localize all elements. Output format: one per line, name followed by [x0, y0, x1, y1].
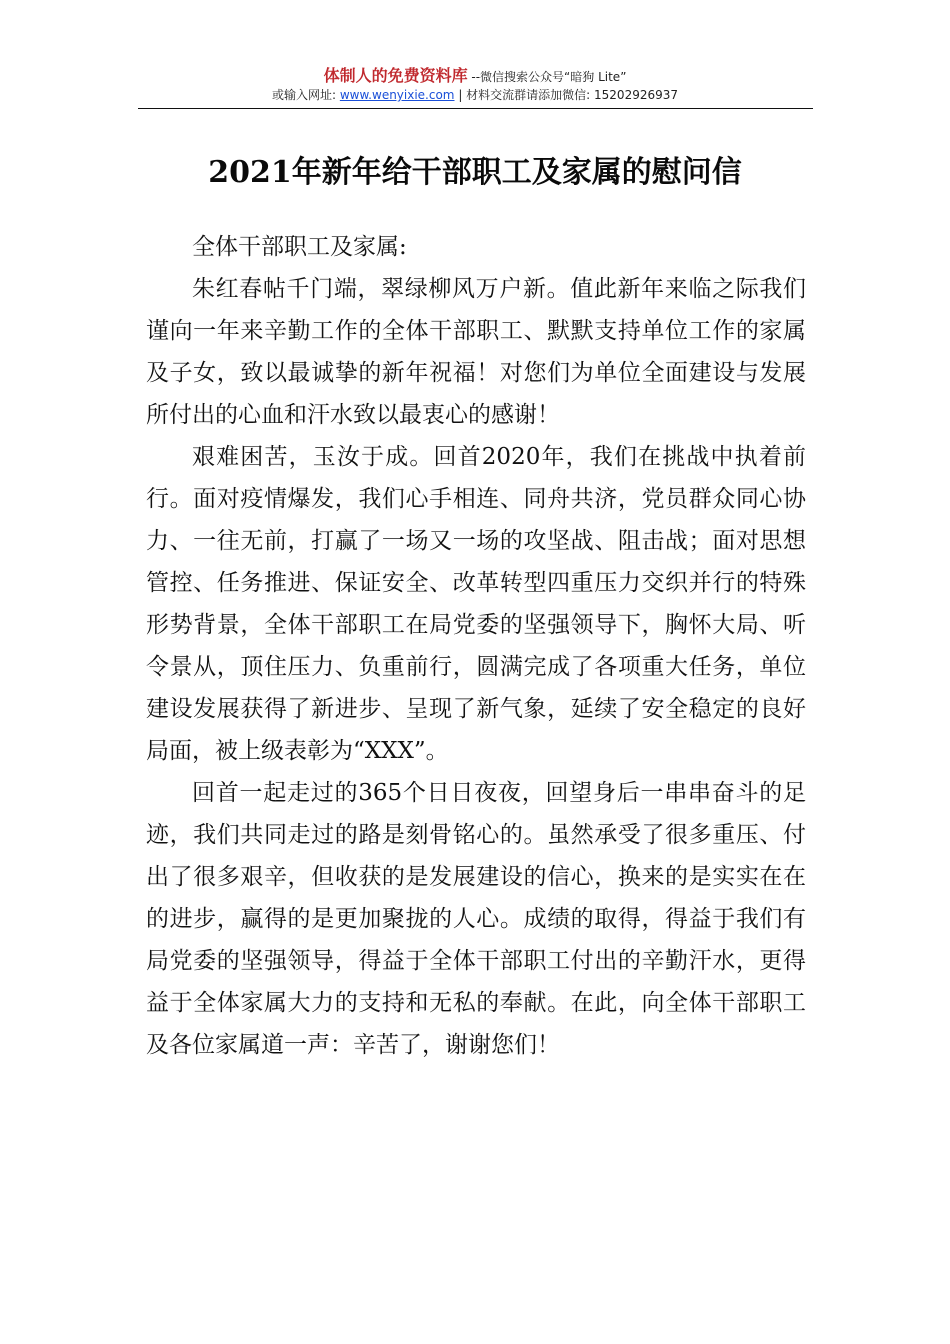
paragraph-1: 朱红春帖千门端，翠绿柳风万户新。值此新年来临之际我们谨向一年来辛勤工作的全体干部职工、默默支持单位工作的家属及子女，致以最诚挚的新年祝福！对您们为单位全面建设与发展所付出的心血和汗水致以最衷心的感谢！ [146, 276, 806, 428]
letter-body [146, 226, 806, 1066]
url-prefix: 或输入网址: [271, 88, 340, 102]
header-divider [138, 108, 813, 109]
header-banner [0, 66, 950, 87]
header-contact-line [0, 87, 950, 103]
document-title: 2021年新年给干部职工及家属的慰问信 [208, 155, 742, 190]
paragraph-3: 回首一起走过的365个日日夜夜，回望身后一串串奋斗的足迹，我们共同走过的路是刻骨铭心的。虽然承受了很多重压、付出了很多艰辛，但收获的是发展建设的信心，换来的是实实在在的进步，赢得的是更加聚拢的人心。成绩的取得，得益于我们有局党委的坚强领导，得益于全体干部职工付出的辛勤汗水，更得益于全体家属大力的支持和无私的奉献。在此，向全体干部职工及各位家属道一声：辛苦了，谢谢您们！ [146, 780, 806, 1058]
contact-info: | 材料交流群请添加微信: 15202926937 [454, 88, 679, 102]
salutation: 全体干部职工及家属: [192, 234, 407, 260]
brand-name: 体制人的免费资料库 [323, 66, 468, 85]
paragraph-2: 艰难困苦，玉汝于成。回首2020年，我们在挑战中执着前行。面对疫情爆发，我们心手相连、同舟共济，党员群众同心协力、一往无前，打赢了一场又一场的攻坚战、阻击战；面对思想管控、任务推进、保证安全、改革转型四重压力交织并行的特殊形势背景，全体干部职工在局党委的坚强领导下，胸怀大局、听令景从，顶住压力、负重前行，圆满完成了各项重大任务，单位建设发展获得了新进步、呈现了新气象，延续了安全稳定的良好局面，被上级表彰为“XXX”。 [146, 444, 806, 764]
page-header [0, 66, 950, 103]
website-link[interactable]: www.wenyixie.com [339, 88, 455, 102]
wechat-tagline: --微信搜索公众号“暗狗 Lite” [467, 70, 627, 84]
